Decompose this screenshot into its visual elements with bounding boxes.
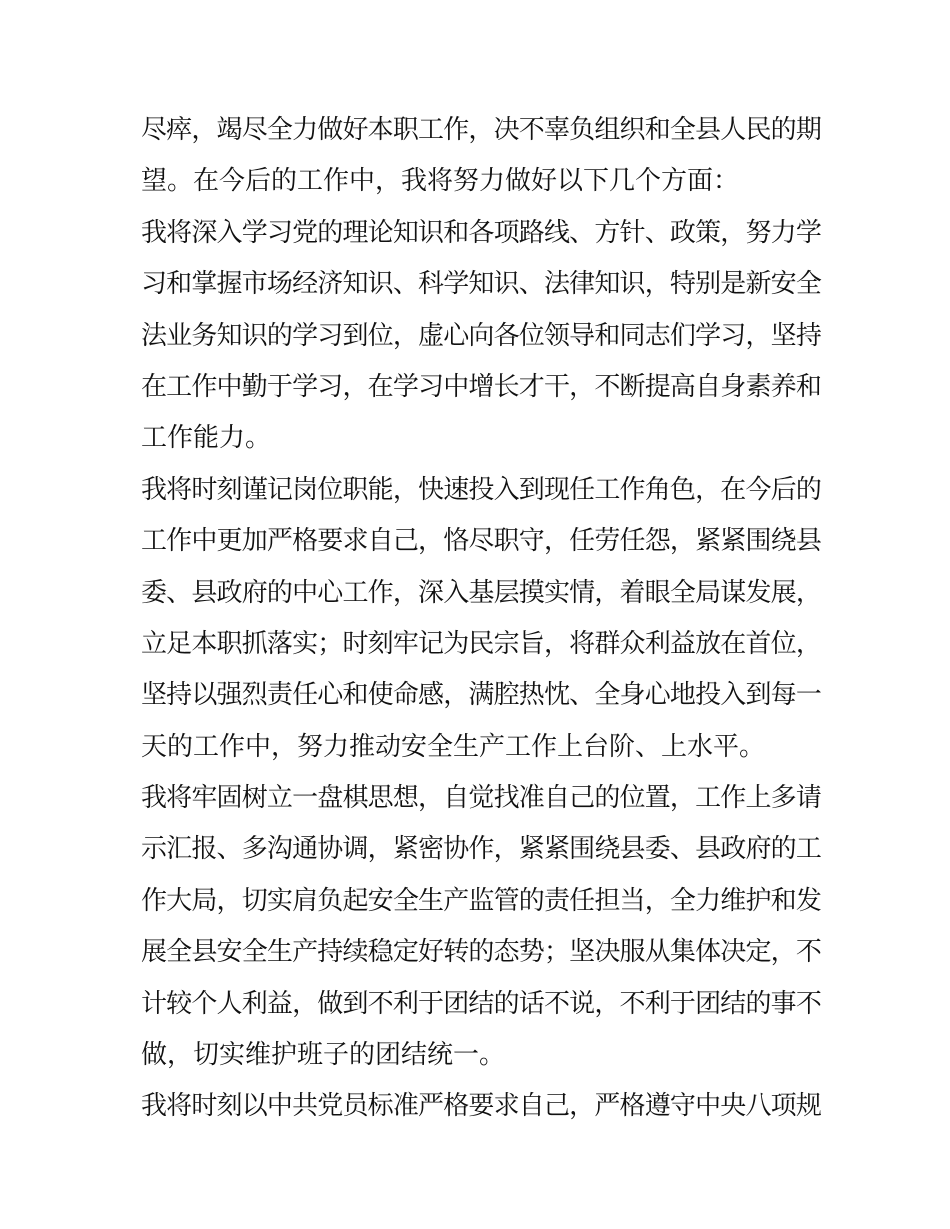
text-line: 做，切实维护班子的团结统一。 (141, 1040, 506, 1071)
text-line: 习和掌握市场经济知识、科学知识、法律知识，特别是新安全 (141, 269, 822, 300)
text-line: 天的工作中，努力推动安全生产工作上台阶、上水平。 (141, 731, 766, 762)
text-line: 望。在今后的工作中，我将努力做好以下几个方面： (141, 166, 740, 197)
text-line: 示汇报、多沟通协调，紧密协作，紧紧围绕县委、县政府的工 (141, 834, 822, 865)
text-line: 展全县安全生产持续稳定好转的态势；坚决服从集体决定，不 (141, 937, 822, 968)
text-line: 工作能力。 (141, 423, 272, 454)
text-line: 工作中更加严格要求自己，恪尽职守，任劳任怨，紧紧围绕县 (141, 526, 822, 557)
text-line: 我将时刻以中共党员标准严格要求自己，严格遵守中央八项规 (141, 1091, 822, 1122)
text-line: 委、县政府的中心工作，深入基层摸实情，着眼全局谋发展， (141, 577, 822, 608)
text-line: 我将牢固树立一盘棋思想，自觉找准自己的位置，工作上多请 (141, 783, 822, 814)
text-line: 坚持以强烈责任心和使命感，满腔热忱、全身心地投入到每一 (141, 680, 822, 711)
text-line: 作大局，切实肩负起安全生产监管的责任担当，全力维护和发 (141, 885, 822, 916)
text-line: 立足本职抓落实；时刻牢记为民宗旨，将群众利益放在首位， (141, 628, 822, 659)
text-line: 尽瘁，竭尽全力做好本职工作，决不辜负组织和全县人民的期 (141, 115, 822, 145)
text-line: 在工作中勤于学习，在学习中增长才干，不断提高自身素养和 (141, 371, 822, 402)
text-line: 我将时刻谨记岗位职能，快速投入到现任工作角色，在今后的 (141, 474, 822, 505)
text-line: 法业务知识的学习到位，虚心向各位领导和同志们学习，坚持 (141, 320, 822, 351)
document-body (141, 105, 821, 1133)
text-line: 计较个人利益，做到不利于团结的话不说，不利于团结的事不 (141, 988, 822, 1019)
text-line: 我将深入学习党的理论知识和各项路线、方针、政策，努力学 (141, 217, 822, 248)
